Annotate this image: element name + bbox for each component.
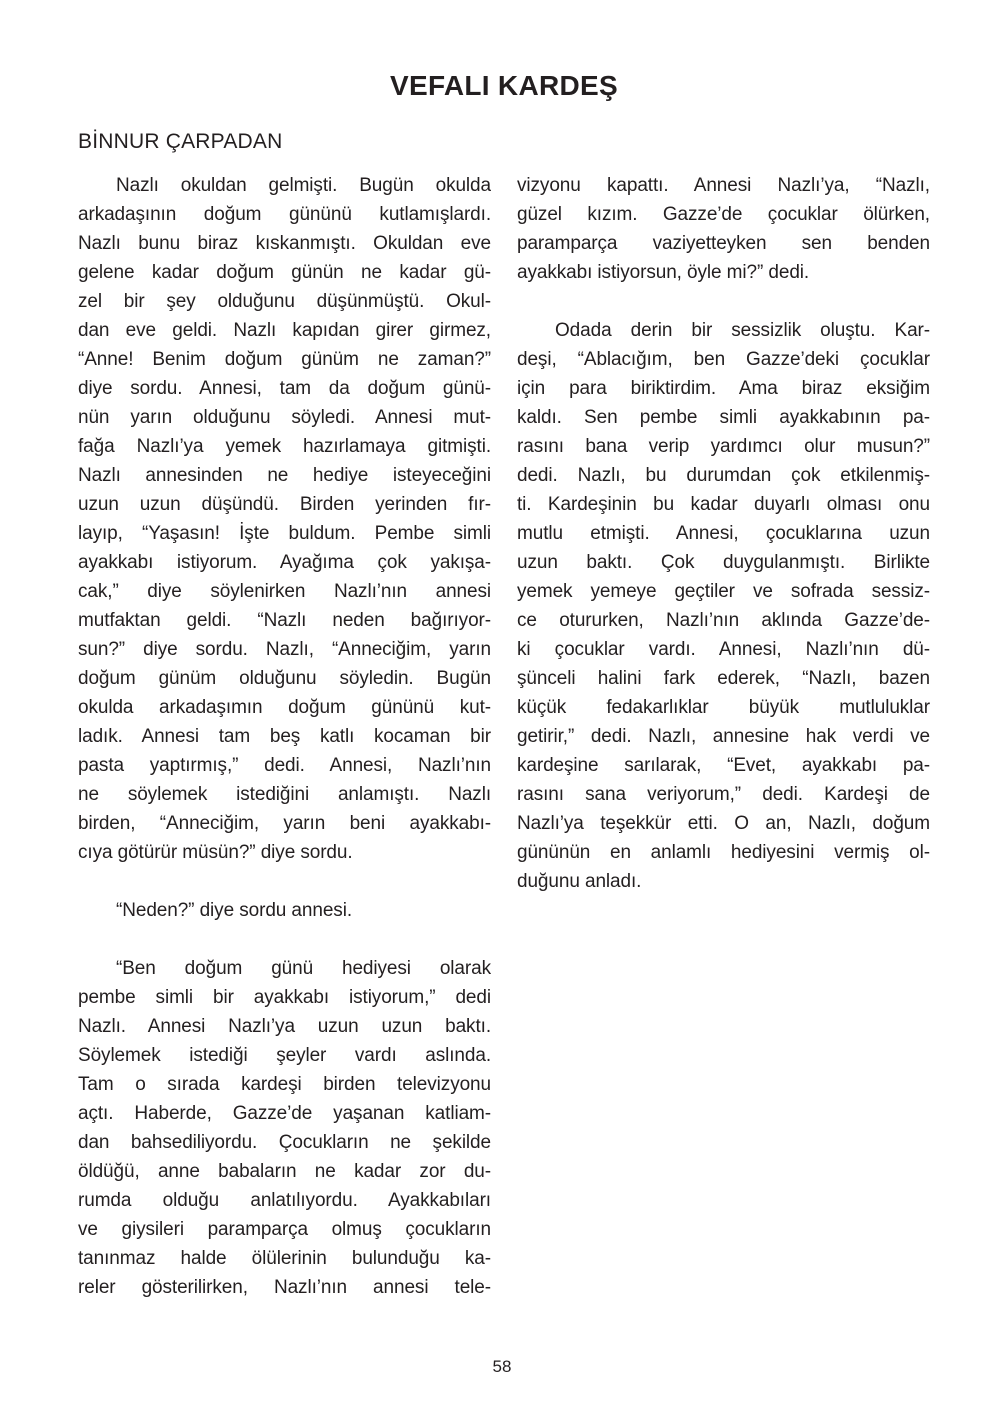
text-line: zel bir şey olduğunu düşünmüştü. Okul-: [78, 291, 491, 312]
text-line: okulda arkadaşımın doğum gününü kut-: [78, 697, 491, 718]
text-line: Nazlı annesinden ne hediye isteyeceğini: [78, 465, 491, 486]
paragraph: [517, 316, 930, 896]
paragraph: [78, 896, 491, 925]
text-line: uzun uzun düşündü. Birden yerinden fır-: [78, 494, 491, 515]
text-line: cıya götürür müsün?” diye sordu.: [78, 842, 353, 863]
text-line: Nazlı bunu biraz kıskanmıştı. Okuldan eve: [78, 233, 491, 254]
text-line: ladık. Annesi tam beş katlı kocaman bir: [78, 726, 491, 747]
text-line: getirir,” dedi. Nazlı, annesine hak verdi ve: [517, 726, 930, 747]
text-line: pasta yaptırmış,” dedi. Annesi, Nazlı’nın: [78, 755, 491, 776]
text-columns: [78, 171, 930, 1302]
text-line: “Neden?” diye sordu annesi.: [116, 900, 352, 921]
text-line: ve giysileri paramparça olmuş çocukların: [78, 1219, 491, 1240]
author-name: BİNNUR ÇARPADAN: [78, 130, 283, 153]
text-line: dedi. Nazlı, bu durumdan çok etkilenmiş-: [517, 465, 930, 486]
text-line: layıp, “Yaşasın! İşte buldum. Pembe simli: [78, 523, 491, 544]
text-line: nün yarın olduğunu söyledi. Annesi mut-: [78, 407, 491, 428]
text-line: açtı. Haberde, Gazze’de yaşanan katliam-: [78, 1103, 491, 1124]
text-line: “Anne! Benim doğum günüm ne zaman?”: [78, 349, 491, 370]
text-line: “Ben doğum günü hediyesi olarak: [116, 958, 491, 979]
text-line: ayakkabı istiyorsun, öyle mi?” dedi.: [517, 262, 810, 283]
text-line: Nazlı okuldan gelmişti. Bugün okulda: [116, 175, 491, 196]
paragraph: [78, 171, 491, 867]
text-line: mutfaktan geldi. “Nazlı neden bağırıyor-: [78, 610, 491, 631]
page-number: 58: [492, 1357, 512, 1376]
text-line: ti. Kardeşinin bu kadar duyarlı olması onu: [517, 494, 930, 515]
text-line: diye sordu. Annesi, tam da doğum günü-: [78, 378, 491, 399]
text-line: paramparça vaziyetteyken sen benden: [517, 233, 930, 254]
text-line: tanınmaz halde ölülerinin bulunduğu ka-: [78, 1248, 491, 1269]
text-line: kardeşine sarılarak, “Evet, ayakkabı pa-: [517, 755, 930, 776]
text-line: güzel kızım. Gazze’de çocuklar ölürken,: [517, 204, 930, 225]
text-line: için para biriktirdim. Ama biraz eksiğim: [517, 378, 930, 399]
text-line: vizyonu kapattı. Annesi Nazlı’ya, “Nazlı,: [517, 175, 930, 196]
text-line: duğunu anladı.: [517, 871, 642, 892]
text-line: mutlu etmişti. Annesi, çocuklarına uzun: [517, 523, 930, 544]
text-line: rasını bana verip yardımcı olur musun?”: [517, 436, 930, 457]
text-line: dan eve geldi. Nazlı kapıdan girer girmez,: [78, 320, 491, 341]
text-line: cak,” diye söylenirken Nazlı’nın annesi: [78, 581, 491, 602]
text-line: ki çocuklar vardı. Annesi, Nazlı’nın dü-: [517, 639, 930, 660]
text-line: ne söylemek istediğini anlamıştı. Nazlı: [78, 784, 491, 805]
text-line: rasını sana veriyorum,” dedi. Kardeşi de: [517, 784, 930, 805]
text-line: gelene kadar doğum günün ne kadar gü-: [78, 262, 491, 283]
paragraph: [78, 954, 491, 1302]
text-line: gününün en anlamlı hediyesini vermiş ol-: [517, 842, 930, 863]
page-title: VEFALI KARDEŞ: [390, 70, 618, 101]
text-line: uzun baktı. Çok duygulanmıştı. Birlikte: [517, 552, 930, 573]
text-line: rumda olduğu anlatılıyordu. Ayakkabıları: [78, 1190, 491, 1211]
text-line: ayakkabı istiyorum. Ayağıma çok yakışa-: [78, 552, 491, 573]
right-column: [517, 171, 930, 1302]
text-line: deşi, “Ablacığım, ben Gazze’deki çocuklar: [517, 349, 930, 370]
text-line: birden, “Anneciğim, yarın beni ayakkabı-: [78, 813, 491, 834]
text-line: pembe simli bir ayakkabı istiyorum,” dedi: [78, 987, 491, 1008]
text-line: doğum günüm olduğunu söyledin. Bugün: [78, 668, 491, 689]
text-line: reler gösterilirken, Nazlı’nın annesi tele-: [78, 1277, 491, 1298]
text-line: Söylemek istediği şeyler vardı aslında.: [78, 1045, 491, 1066]
text-line: dan bahsediliyordu. Çocukların ne şekilde: [78, 1132, 491, 1153]
text-line: şünceli halini fark ederek, “Nazlı, bazen: [517, 668, 930, 689]
text-line: Nazlı. Annesi Nazlı’ya uzun uzun baktı.: [78, 1016, 491, 1037]
text-line: ce otururken, Nazlı’nın aklında Gazze’de-: [517, 610, 930, 631]
text-line: kaldı. Sen pembe simli ayakkabının pa-: [517, 407, 930, 428]
text-line: arkadaşının doğum gününü kutlamışlardı.: [78, 204, 491, 225]
text-line: yemek yemeye geçtiler ve sofrada sessiz-: [517, 581, 930, 602]
text-line: öldüğü, anne babaların ne kadar zor du-: [78, 1161, 491, 1182]
text-line: Nazlı’ya teşekkür etti. O an, Nazlı, doğum: [517, 813, 930, 834]
left-column: [78, 171, 491, 1302]
text-line: küçük fedakarlıklar büyük mutluluklar: [517, 697, 930, 718]
text-line: fağa Nazlı’ya yemek hazırlamaya gitmişti.: [78, 436, 491, 457]
paragraph: [517, 171, 930, 287]
text-line: sun?” diye sordu. Nazlı, “Anneciğim, yarın: [78, 639, 491, 660]
text-line: Tam o sırada kardeşi birden televizyonu: [78, 1074, 491, 1095]
text-line: Odada derin bir sessizlik oluştu. Kar-: [555, 320, 930, 341]
